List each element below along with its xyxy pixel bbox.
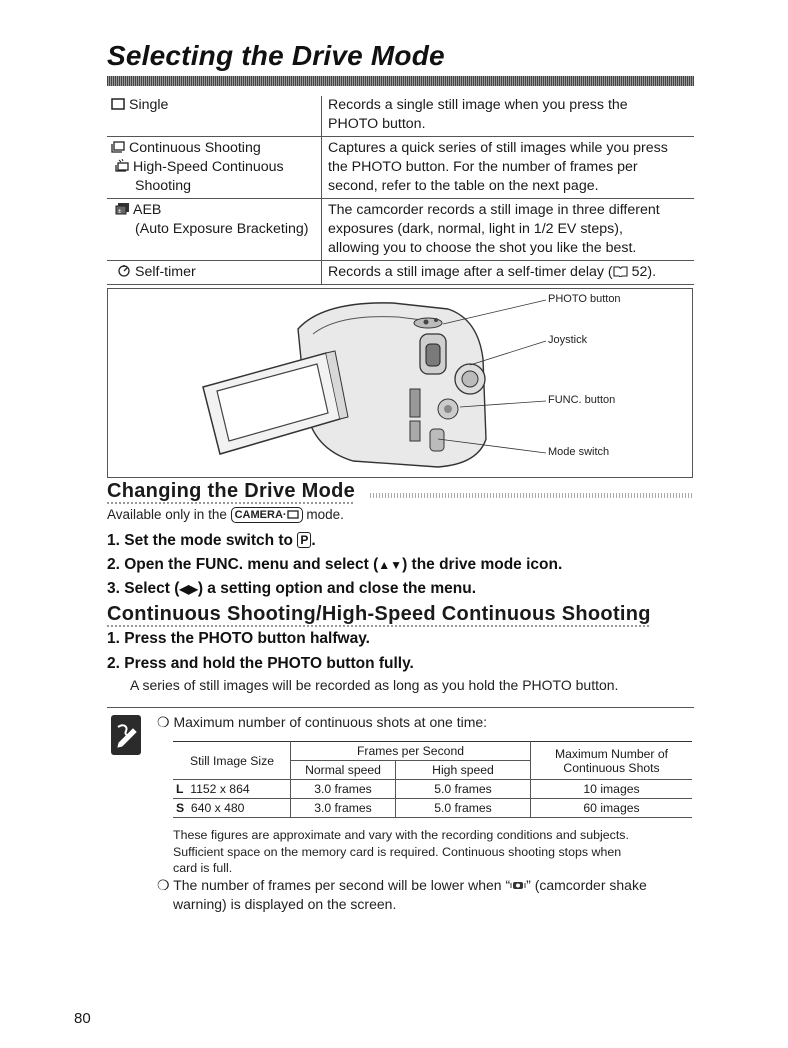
camera-mode-badge: CAMERA· xyxy=(231,507,303,523)
table-row xyxy=(107,137,694,199)
step-text: ) a setting option and close the menu. xyxy=(197,580,477,597)
drive-mode-table xyxy=(107,96,694,285)
bullet-icon: ❍ xyxy=(157,877,170,893)
high-speed-continuous-icon xyxy=(111,158,133,177)
table-row xyxy=(173,780,692,799)
cont-step-2: 2. Press and hold the PHOTO button fully. xyxy=(107,655,414,672)
col-normal-header: Normal speed xyxy=(291,761,396,780)
shake-text: The number of frames per second will be lower when “ xyxy=(173,877,511,893)
aeb-icon xyxy=(111,201,133,220)
col-max-line: Maximum Number of xyxy=(554,746,669,761)
mode-description: second, refer to the table on the next page. xyxy=(328,178,599,194)
image-size: 640 x 480 xyxy=(190,801,245,815)
camera-badge-text: CAMERA xyxy=(234,509,283,521)
mode-label: Continuous Shooting xyxy=(129,140,261,156)
normal-speed-cell: 3.0 frames xyxy=(291,799,396,818)
page-number: 80 xyxy=(74,1010,91,1027)
step-text: 1. Set the mode switch to xyxy=(107,532,294,549)
mode-description: allowing you to choose the shot you like the best. xyxy=(328,240,637,256)
mode-description: PHOTO button. xyxy=(328,116,426,132)
mode-switch-label: Mode switch xyxy=(548,446,610,458)
book-reference-icon xyxy=(613,264,628,280)
table-footnote xyxy=(173,827,693,877)
step-text: ) the drive mode icon. xyxy=(402,556,563,573)
mode-description: exposures (dark, normal, light in 1/2 EV steps), xyxy=(328,221,623,237)
max-shots-cell: 10 images xyxy=(531,780,693,799)
mode-label: (Auto Exposure Bracketing) xyxy=(135,221,309,237)
up-down-arrows-icon: ▲▼ xyxy=(378,558,403,572)
bullet-icon: ❍ xyxy=(157,714,170,730)
size-code: S xyxy=(176,801,185,815)
col-max-header xyxy=(531,742,693,780)
max-shots-note xyxy=(157,714,487,731)
section-rule xyxy=(370,493,693,498)
table-row xyxy=(107,261,694,285)
table-row xyxy=(107,96,694,137)
availability-suffix: mode. xyxy=(306,507,344,522)
continuous-heading: Continuous Shooting/High-Speed Continuous Shooting xyxy=(107,603,651,625)
max-shots-text: Maximum number of continuous shots at one time: xyxy=(173,714,488,730)
step-1: 1. Set the mode switch to P . xyxy=(107,532,316,549)
step-2 xyxy=(107,556,562,574)
joystick-label: Joystick xyxy=(548,334,588,346)
cont-step-1: 1. Press the PHOTO button halfway. xyxy=(107,630,370,647)
max-shots-cell: 60 images xyxy=(531,799,693,818)
mode-label: AEB xyxy=(133,202,162,218)
single-shot-icon xyxy=(107,96,129,115)
camcorder-figure xyxy=(107,288,693,478)
page-title: Selecting the Drive Mode xyxy=(107,40,445,71)
mode-label: Single xyxy=(129,97,169,113)
table-header-row xyxy=(173,742,692,761)
high-speed-cell: 5.0 frames xyxy=(396,799,531,818)
mode-description: Records a still image after a self-timer delay ( xyxy=(328,264,613,280)
cont-step-2-note: A series of still images will be recorded as long as you hold the PHOTO button. xyxy=(130,677,619,693)
availability-prefix: Available only in the xyxy=(107,507,227,522)
high-speed-cell: 5.0 frames xyxy=(396,780,531,799)
mode-description: the PHOTO button. For the number of frames per xyxy=(328,159,638,175)
mode-label: Self-timer xyxy=(135,264,196,280)
footnote-line: Sufficient space on the memory card is required. Continuous shooting stops when xyxy=(173,844,622,859)
continuous-shot-icon xyxy=(107,139,129,158)
table-row xyxy=(173,799,692,818)
col-high-header: High speed xyxy=(396,761,531,780)
col-max-line: Continuous Shots xyxy=(563,760,660,775)
footnote-line: card is full. xyxy=(173,861,233,875)
image-size: 1152 x 864 xyxy=(190,782,250,796)
note-pencil-icon xyxy=(111,715,141,755)
mode-description: Captures a quick series of still images while you press xyxy=(328,140,668,156)
notes-rule xyxy=(107,707,694,708)
shake-warning-note xyxy=(157,876,697,914)
shake-text: ” (camcorder shake xyxy=(526,877,647,893)
normal-speed-cell: 3.0 frames xyxy=(291,780,396,799)
photo-button-label: PHOTO button xyxy=(548,293,621,305)
size-code: L xyxy=(176,782,184,796)
camcorder-shake-icon xyxy=(510,877,526,893)
left-right-arrows-icon: ◀▶ xyxy=(179,582,198,596)
mode-description: The camcorder records a still image in three different xyxy=(328,202,660,218)
col-fps-header: Frames per Second xyxy=(291,742,531,761)
changing-heading: Changing the Drive Mode xyxy=(107,480,356,502)
mode-label: Shooting xyxy=(135,178,192,194)
step-text: 3. Select ( xyxy=(107,580,180,597)
mode-description: Records a single still image when you press the xyxy=(328,97,628,113)
continuous-shots-table xyxy=(173,741,692,818)
mode-description: 52). xyxy=(631,264,657,280)
step-3 xyxy=(107,580,476,598)
func-button-label: FUNC. button xyxy=(548,394,616,406)
photo-switch-icon: P xyxy=(297,532,311,548)
col-size-header: Still Image Size xyxy=(173,742,291,780)
footnote-line: These figures are approximate and vary with the recording conditions and subjects. xyxy=(173,828,629,842)
shake-text-line2: warning) is displayed on the screen. xyxy=(173,896,397,912)
table-row xyxy=(107,199,694,261)
self-timer-icon xyxy=(113,263,135,282)
title-rule xyxy=(107,76,694,86)
availability-note xyxy=(107,507,344,523)
svg-text:±: ± xyxy=(117,209,121,215)
mode-label: High-Speed Continuous xyxy=(133,159,284,175)
step-text: 2. Open the FUNC. menu and select ( xyxy=(107,556,379,573)
